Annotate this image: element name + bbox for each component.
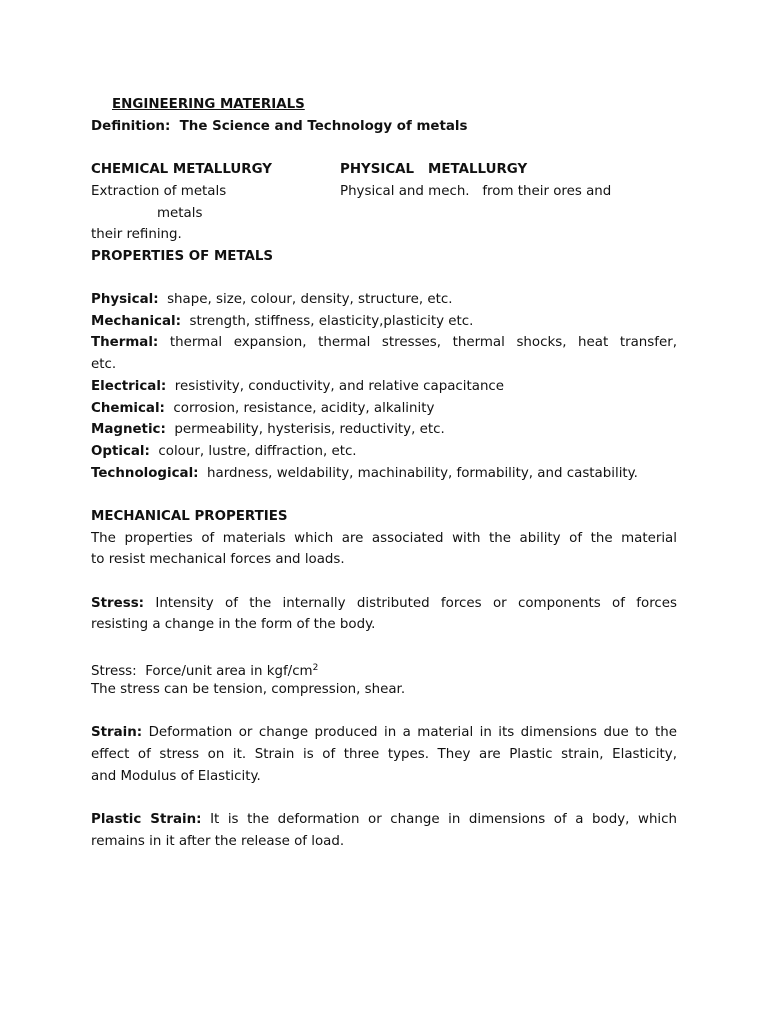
property-mechanical	[91, 311, 677, 333]
phys-line-1	[340, 181, 611, 203]
physical-metallurgy-text: PHYSICAL METALLURGY	[340, 162, 528, 177]
stress-unit-label: Stress:	[91, 664, 137, 679]
property-label: Physical:	[91, 292, 159, 307]
physical-metallurgy-heading	[340, 159, 527, 181]
property-label: Chemical:	[91, 401, 165, 416]
strain-para-line-3	[91, 766, 677, 788]
properties-heading-text: PROPERTIES OF METALS	[91, 249, 274, 264]
stress-text-1: Intensity of the internally distributed forces or components of forces	[155, 596, 677, 611]
chem-line-2-text: metals	[157, 206, 203, 221]
property-text: strength, stiffness, elasticity,plasticity etc.	[189, 314, 474, 329]
plastic-strain-line-1	[91, 809, 677, 831]
strain-text-2: effect of stress on it. Strain is of three types. They are Plastic strain, Elasticity,	[91, 747, 677, 762]
chem-line-3-text: their refining.	[91, 227, 182, 242]
document-title	[112, 94, 698, 116]
properties-heading	[91, 246, 677, 268]
stress-unit-line	[91, 658, 677, 680]
plastic-strain-text-1: It is the deformation or change in dimensions of a body, which	[210, 812, 678, 827]
mech-para-text-2: to resist mechanical forces and loads.	[91, 552, 345, 567]
mech-para-text-1: The properties of materials which are associated with the ability of the material	[91, 531, 677, 546]
property-text: corrosion, resistance, acidity, alkalinity	[173, 401, 435, 416]
property-electrical	[91, 376, 677, 398]
property-thermal-cont	[91, 354, 677, 376]
mech-para-line-1	[91, 528, 677, 550]
property-text: colour, lustre, diffraction, etc.	[158, 444, 357, 459]
property-optical	[91, 441, 677, 463]
stress-types-text: The stress can be tension, compression, shear.	[91, 682, 406, 697]
superscript-two: 2	[312, 663, 319, 673]
stress-types-line	[91, 679, 677, 701]
property-label: Thermal:	[91, 335, 159, 350]
stress-text-2: resisting a change in the form of the body.	[91, 617, 376, 632]
plastic-strain-label: Plastic Strain:	[91, 812, 202, 827]
property-magnetic	[91, 419, 677, 441]
chem-line-1-text: Extraction of metals	[91, 184, 227, 199]
stress-unit-text: Force/unit area in kgf/cm	[145, 664, 313, 679]
property-label: Technological:	[91, 466, 199, 481]
property-text: hardness, weldability, machinability, formability, and castability.	[207, 466, 638, 481]
strain-text-3: and Modulus of Elasticity.	[91, 769, 261, 784]
definition-label: Definition:	[91, 119, 171, 134]
title-text: ENGINEERING MATERIALS	[112, 97, 305, 112]
phys-line-1-text: Physical and mech. from their ores and	[340, 184, 612, 199]
chem-line-3	[91, 224, 677, 246]
property-text: shape, size, colour, density, structure, etc.	[167, 292, 453, 307]
property-label: Mechanical:	[91, 314, 181, 329]
strain-label: Strain:	[91, 725, 143, 740]
property-chemical	[91, 398, 677, 420]
plastic-strain-line-2	[91, 831, 677, 853]
strain-para-line-1	[91, 722, 677, 744]
property-thermal	[91, 332, 677, 354]
definition-line	[91, 116, 677, 138]
stress-para-line-2	[91, 614, 677, 636]
plastic-strain-text-2: remains in it after the release of load.	[91, 834, 345, 849]
property-text-cont: etc.	[91, 357, 117, 372]
property-technological	[91, 463, 677, 485]
mech-para-line-2	[91, 549, 677, 571]
stress-para-line-1	[91, 593, 677, 615]
chem-line-2	[157, 203, 743, 225]
property-label: Magnetic:	[91, 422, 166, 437]
mechanical-properties-heading	[91, 506, 677, 528]
property-label: Optical:	[91, 444, 150, 459]
stress-label: Stress:	[91, 596, 145, 611]
property-label: Electrical:	[91, 379, 167, 394]
mechanical-properties-text: MECHANICAL PROPERTIES	[91, 509, 288, 524]
property-text: resistivity, conductivity, and relative capacitance	[174, 379, 505, 394]
strain-para-line-2	[91, 744, 677, 766]
property-physical	[91, 289, 677, 311]
definition-text: The Science and Technology of metals	[179, 119, 468, 134]
chemical-metallurgy-text: CHEMICAL METALLURGY	[91, 162, 272, 177]
property-text: thermal expansion, thermal stresses, thermal shocks, heat transfer,	[169, 335, 677, 350]
strain-text-1: Deformation or change produced in a material in its dimensions due to the	[148, 725, 677, 740]
property-text: permeability, hysterisis, reductivity, etc.	[174, 422, 445, 437]
